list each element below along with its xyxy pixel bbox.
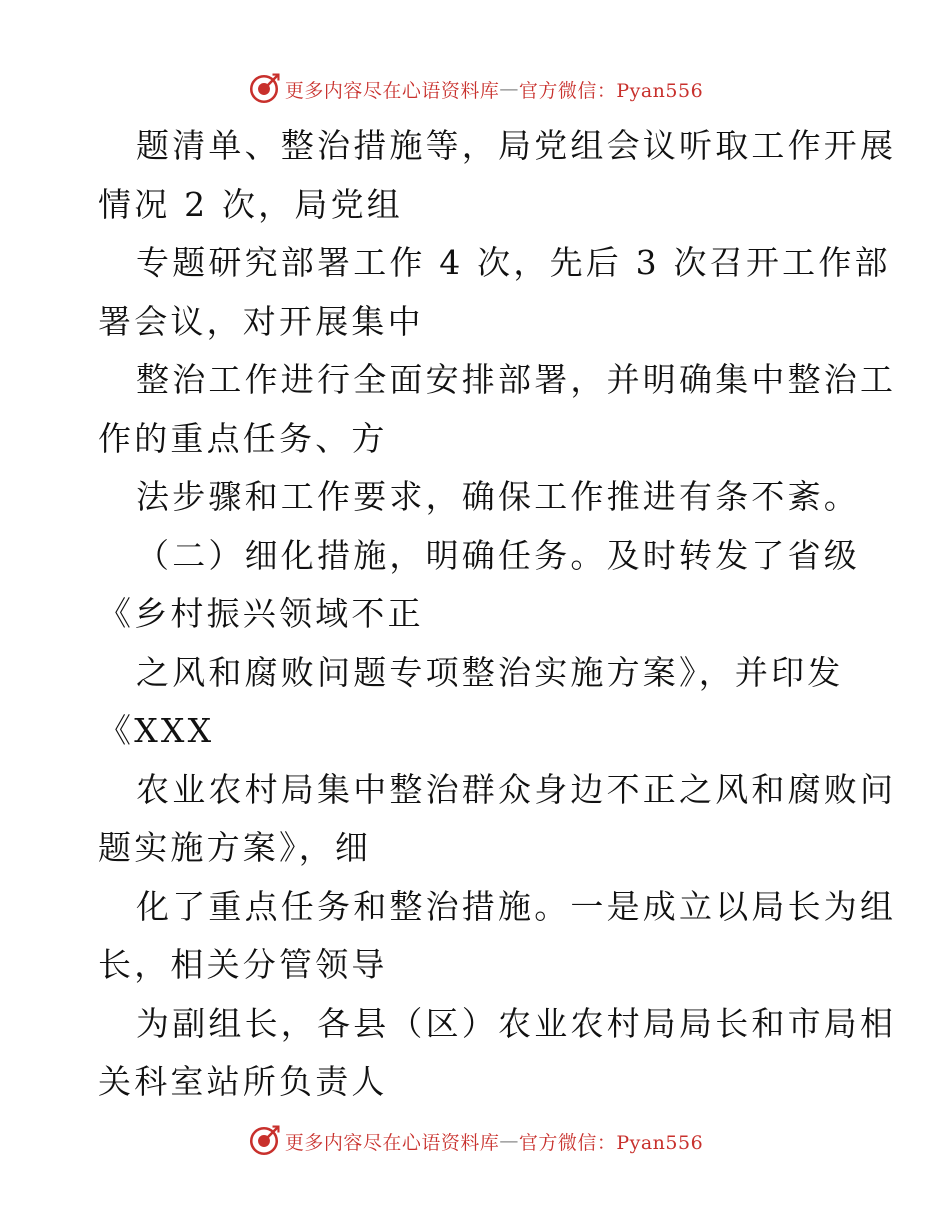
header-banner — [0, 67, 950, 111]
header-separator: — — [499, 78, 519, 100]
footer-separator: — — [499, 1130, 519, 1152]
body-line: 题清单、整治措施等，局党组会议听取工作开展 — [136, 126, 897, 165]
body-line: 整治工作进行全面安排部署，并明确集中整治工 — [136, 360, 897, 399]
body-line: 关科室站所负责人 — [98, 1062, 388, 1101]
header-site-text: 更多内容尽在心语资料库 — [284, 79, 500, 102]
body-line: 专题研究部署工作 4 次，先后 3 次召开工作部 — [136, 243, 891, 282]
footer-banner — [0, 1119, 950, 1163]
brand-logo-icon — [247, 72, 281, 106]
footer-wechat-text: 官方微信：Pyan556 — [518, 1131, 704, 1154]
body-line: （二）细化措施，明确任务。及时转发了省级 — [136, 535, 860, 575]
body-line: 化了重点任务和整治措施。一是成立以局长为组 — [136, 886, 897, 926]
body-line: 之风和腐败问题专项整治实施方案》，并印发 — [136, 652, 844, 692]
body-line: 长，相关分管领导 — [98, 945, 388, 984]
body-line: 作的重点任务、方 — [98, 418, 388, 458]
body-line: 法步骤和工作要求，确保工作推进有条不紊。 — [136, 477, 860, 516]
body-line: 农业农村局集中整治群众身边不正之风和腐败问 — [136, 769, 897, 809]
footer-site-text: 更多内容尽在心语资料库 — [284, 1131, 500, 1154]
document-body — [98, 117, 897, 1112]
body-line: 署会议，对开展集中 — [98, 301, 424, 341]
header-wechat-text: 官方微信：Pyan556 — [518, 79, 704, 102]
body-line: 情况 2 次，局党组 — [98, 184, 403, 224]
body-line: 为副组长，各县（区）农业农村局局长和市局相 — [136, 1003, 897, 1043]
body-line: 《乡村振兴领域不正 — [98, 594, 424, 633]
body-line: 《XXX — [98, 711, 215, 750]
brand-logo-icon — [247, 1124, 281, 1158]
body-line: 题实施方案》，细 — [98, 828, 372, 867]
